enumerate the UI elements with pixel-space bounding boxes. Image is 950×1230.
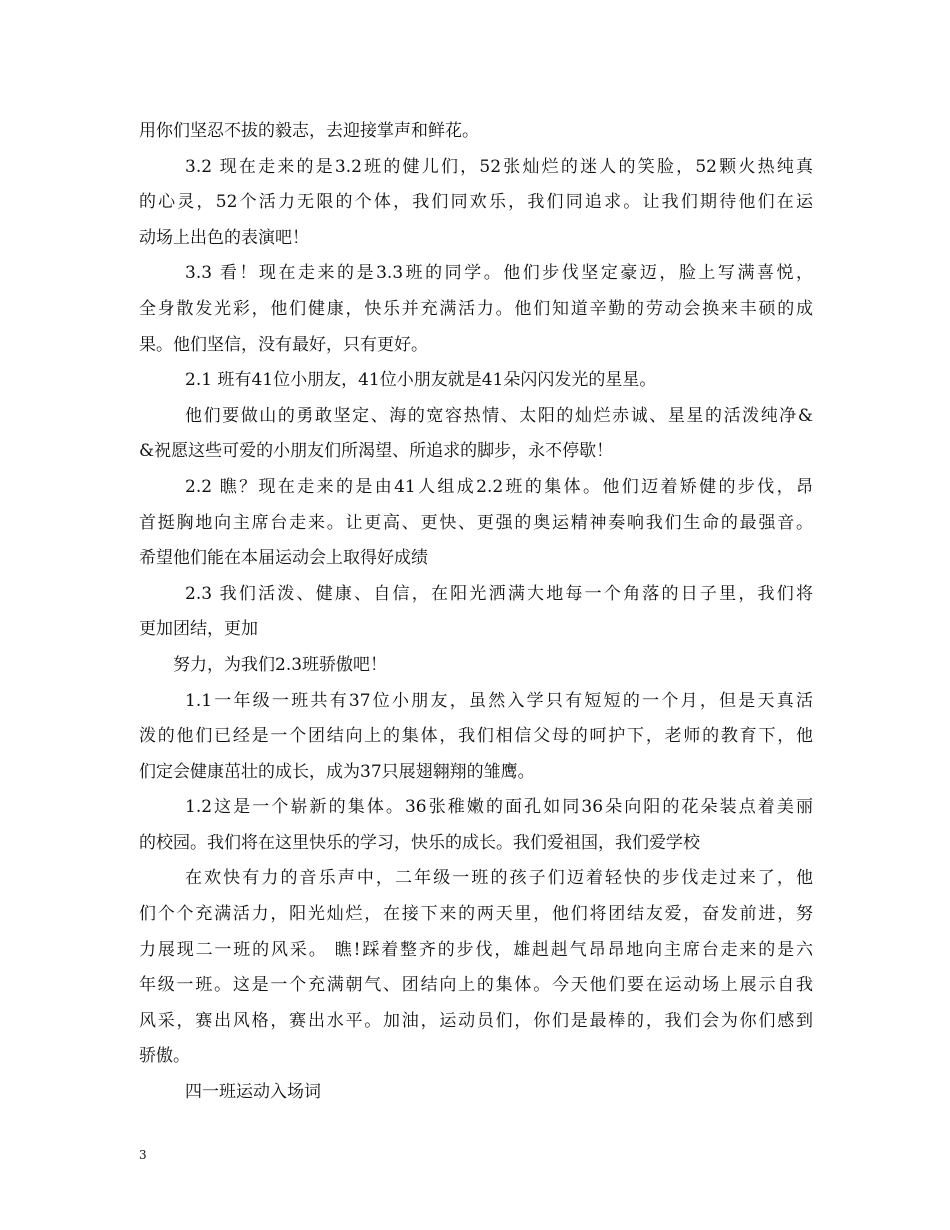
text-line: 骄傲。 xyxy=(139,1046,190,1067)
text-line: 2.2 瞧？现在走来的是由41人组成2.2班的集体。他们迈着矫健的步伐，昂 xyxy=(185,476,813,497)
text-line: 动场上出色的表演吧！ xyxy=(139,227,309,248)
text-line: 他们要做山的勇敢坚定、海的宽容热情、太阳的灿烂赤诚、星星的活泼纯净& xyxy=(185,405,813,426)
text-line: 更加团结，更加 xyxy=(139,619,258,640)
text-line: 的心灵，52个活力无限的个体，我们同欢乐，我们同追求。让我们期待他们在运 xyxy=(139,192,813,213)
text-line: 3.3 看！现在走来的是3.3班的同学。他们步伐坚定豪迈，脸上写满喜悦， xyxy=(185,263,813,284)
text-line: 们定会健康茁壮的成长，成为37只展翅翱翔的雏鹰。 xyxy=(139,761,535,782)
text-line: 泼的他们已经是一个团结向上的集体，我们相信父母的呵护下，老师的教育下，他 xyxy=(139,726,813,747)
text-line: 2.1 班有41位小朋友，41位小朋友就是41朵闪闪发光的星星。 xyxy=(185,370,657,391)
text-line: 力展现二一班的风采。 瞧!踩着整齐的步伐，雄赳赳气昂昂地向主席台走来的是六 xyxy=(139,939,813,960)
page-number: 3 xyxy=(139,1148,147,1162)
text-line: 年级一班。这是一个充满朝气、团结向上的集体。今天他们要在运动场上展示自我 xyxy=(139,975,813,996)
text-line: &祝愿这些可爱的小朋友们所渴望、所追求的脚步，永不停歇！ xyxy=(139,441,614,462)
text-line: 1.1一年级一班共有37位小朋友，虽然入学只有短短的一个月，但是天真活 xyxy=(185,690,813,711)
text-line: 果。他们坚信，没有最好，只有更好。 xyxy=(139,334,428,355)
text-line: 努力，为我们2.3班骄傲吧！ xyxy=(173,654,388,675)
text-line: 在欢快有力的音乐声中，二年级一班的孩子们迈着轻快的步伐走过来了，他 xyxy=(185,868,813,889)
text-line: 风采，赛出风格，赛出水平。加油，运动员们，你们是最棒的，我们会为你们感到 xyxy=(139,1010,813,1031)
text-line: 希望他们能在本届运动会上取得好成绩 xyxy=(139,548,428,569)
text-line: 1.2这是一个崭新的集体。36张稚嫩的面孔如同36朵向阳的花朵装点着美丽 xyxy=(185,797,813,818)
text-line: 的校园。我们将在这里快乐的学习，快乐的成长。我们爱祖国，我们爱学校 xyxy=(139,832,700,853)
text-line: 们个个充满活力，阳光灿烂，在接下来的两天里，他们将团结友爱，奋发前进，努 xyxy=(139,904,813,925)
text-line: 四一班运动入场词 xyxy=(185,1082,321,1103)
text-line: 全身散发光彩，他们健康，快乐并充满活力。他们知道辛勤的劳动会换来丰硕的成 xyxy=(139,298,813,319)
text-line: 首挺胸地向主席台走来。让更高、更快、更强的奥运精神奏响我们生命的最强音。 xyxy=(139,512,813,533)
document-body xyxy=(139,114,813,1111)
text-line: 2.3 我们活泼、健康、自信，在阳光洒满大地每一个角落的日子里，我们将 xyxy=(185,583,813,604)
text-line: 3.2 现在走来的是3.2班的健儿们，52张灿烂的迷人的笑脸，52颗火热纯真 xyxy=(185,156,813,177)
text-line: 用你们坚忍不拔的毅志，去迎接掌声和鲜花。 xyxy=(139,121,479,141)
